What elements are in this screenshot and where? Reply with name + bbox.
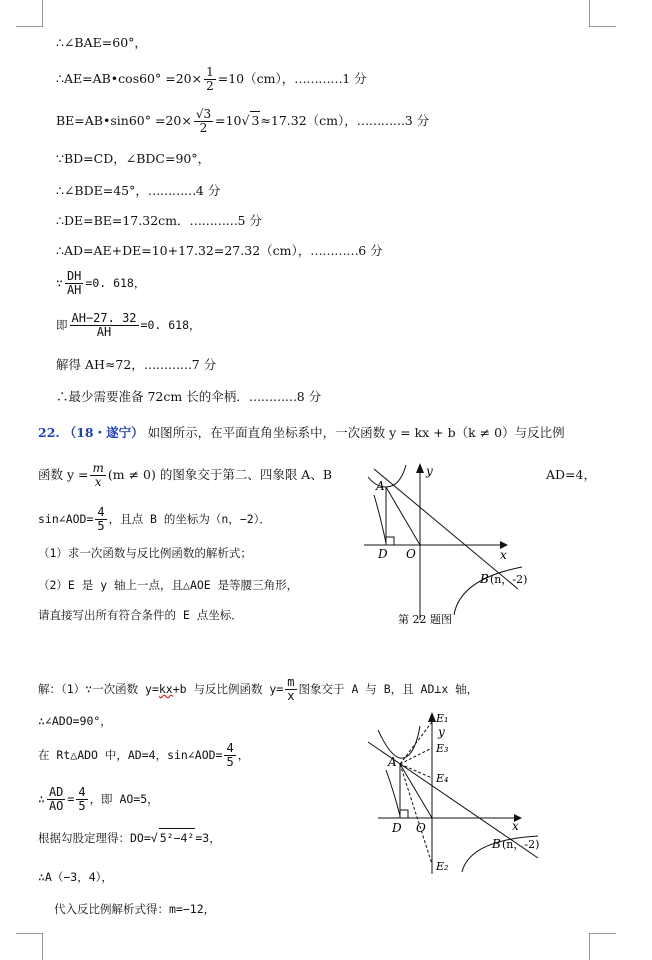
problem-number: 22. (38, 425, 60, 440)
solution-line-4: ∴ $\frac{AD}{AO}$ = $\frac{4}{5}$ ，即 AO=5， (38, 785, 159, 813)
solution-line-3: 在 Rt△ADO 中，AD=4，sin∠AOD= $\frac{4}{5}$ ， (38, 741, 250, 769)
solution-line-6: ∴A（−3，4）， (38, 870, 113, 884)
question-1: （1）求一次函数与反比例函数的解析式； (38, 546, 252, 560)
step-line-10: 解得 AH≈72，…………7 分 (56, 357, 217, 372)
solution-line-7: 代入反比例解析式得：m=−12， (54, 902, 216, 916)
label-x: x (500, 548, 507, 562)
fraction: $\frac{m}{x}$ (92, 461, 104, 489)
fraction: $\frac{DH}{AH}$ (66, 269, 82, 297)
dashed-a-e1 (400, 722, 432, 764)
label-e1: E₁ (436, 712, 449, 725)
corner-mark-bottom-right (589, 933, 616, 960)
corner-mark-top-left (16, 0, 43, 27)
step-line-2: ∴AE=AB•cos60° =20× $\frac{1}{2}$ =10（cm），…………1 分 (56, 65, 367, 93)
right-angle-mark (386, 537, 394, 545)
label-b-coord: (n，-2) (490, 573, 528, 586)
fraction: $\frac{AH-27. 32}{AH}$ (71, 311, 137, 339)
label-x: x (512, 819, 519, 833)
label-e4: E₄ (436, 772, 449, 785)
step-line-3: BE=AB•sin60° =20× $\frac{√3}{2}$ =10√ 3≈17.32（cm），…………3 分 (56, 107, 430, 135)
problem-line-3: sin∠AOD= $\frac{4}{5}$ ，且点 B 的坐标为（n，−2）． (38, 505, 271, 533)
solution-line-1: 解：（1）∵一次函数 y=kx+b 与反比例函数 y= $\frac{m}{x}$ 图象交于 A 与 B，且 AD⊥x 轴， (38, 675, 479, 703)
step-line-11: ∴最少需要准备 72cm 长的伞柄．…………8 分 (56, 389, 322, 404)
y-axis-arrow (428, 712, 436, 722)
right-angle-mark (400, 810, 408, 818)
fraction: $\frac{m}{x}$ (287, 675, 295, 703)
fraction: $\frac{4}{5}$ (226, 741, 234, 769)
label-b: B (492, 837, 501, 851)
dashed-a-e4 (400, 764, 432, 778)
y-axis-arrow (416, 463, 424, 473)
label-a: A (388, 755, 397, 769)
problem-figure (350, 455, 550, 630)
solution-line-2: ∴∠ADO=90°， (38, 714, 112, 728)
hyperbola-branch-2-lower (374, 495, 386, 543)
figure-caption: 第 22 题图 (398, 613, 452, 626)
label-b: B (480, 572, 489, 586)
dashed-a-e2 (400, 764, 432, 864)
label-b-coord: (n，-2) (502, 838, 540, 851)
step-line-5: ∴∠BDE=45°，…………4 分 (56, 183, 221, 198)
question-2: （2）E 是 y 轴上一点，且△AOE 是等腰三角形， (38, 578, 299, 592)
step-line-4: ∵BD=CD，∠BDC=90°， (56, 151, 211, 166)
step-line-1: ∴∠BAE=60°， (56, 35, 147, 50)
fraction: $\frac{√3}{2}$ (195, 107, 212, 135)
segment-ao (386, 487, 420, 545)
corner-mark-bottom-left (16, 933, 43, 960)
fraction: $\frac{4}{5}$ (97, 505, 105, 533)
label-e2: E₂ (436, 860, 449, 873)
hyperbola-branch-2 (368, 465, 406, 487)
label-a: A (376, 479, 385, 493)
dashed-a-e3 (400, 748, 432, 764)
step-line-8: ∵ $\frac{DH}{AH}$ =0. 618， (56, 269, 146, 297)
fraction: $\frac{AD}{AO}$ (48, 785, 64, 813)
line-ab (374, 469, 518, 589)
problem-source: （18・遂宁） (63, 425, 144, 440)
problem-heading: 22. （18・遂宁） 如图所示，在平面直角坐标系中，一次函数 y = kx + b（k ≠ 0）与反比例 (38, 425, 565, 440)
label-o: O (406, 547, 416, 561)
step-line-6: ∴DE=BE=17.32cm．…………5 分 (56, 213, 262, 228)
fraction: $\frac{1}{2}$ (206, 65, 214, 93)
fraction: $\frac{4}{5}$ (78, 785, 86, 813)
label-d: D (378, 547, 388, 561)
label-y: y (438, 725, 445, 739)
corner-mark-top-right (589, 0, 616, 27)
hyperbola-branch-2-lower (386, 770, 400, 816)
label-y: y (426, 464, 433, 478)
label-e3: E₃ (436, 742, 449, 755)
label-o: O (416, 821, 426, 835)
problem-line-2-tail: AD=4， (546, 467, 596, 482)
question-3: 请直接写出所有符合条件的 E 点坐标． (38, 608, 243, 622)
solution-figure (358, 708, 568, 878)
step-line-9: 即 $\frac{AH-27. 32}{AH}$ =0. 618， (56, 311, 201, 339)
step-line-7: ∴AD=AE+DE=10+17.32=27.32（cm），…………6 分 (56, 243, 383, 258)
problem-line-2: 函数 y = $\frac{m}{x}$ (m ≠ 0) 的图象交于第二、四象限 A、B (38, 461, 333, 489)
solution-line-5: 根据勾股定理得：DO=√ 5²−4²=3， (38, 828, 221, 847)
label-d: D (392, 821, 402, 835)
